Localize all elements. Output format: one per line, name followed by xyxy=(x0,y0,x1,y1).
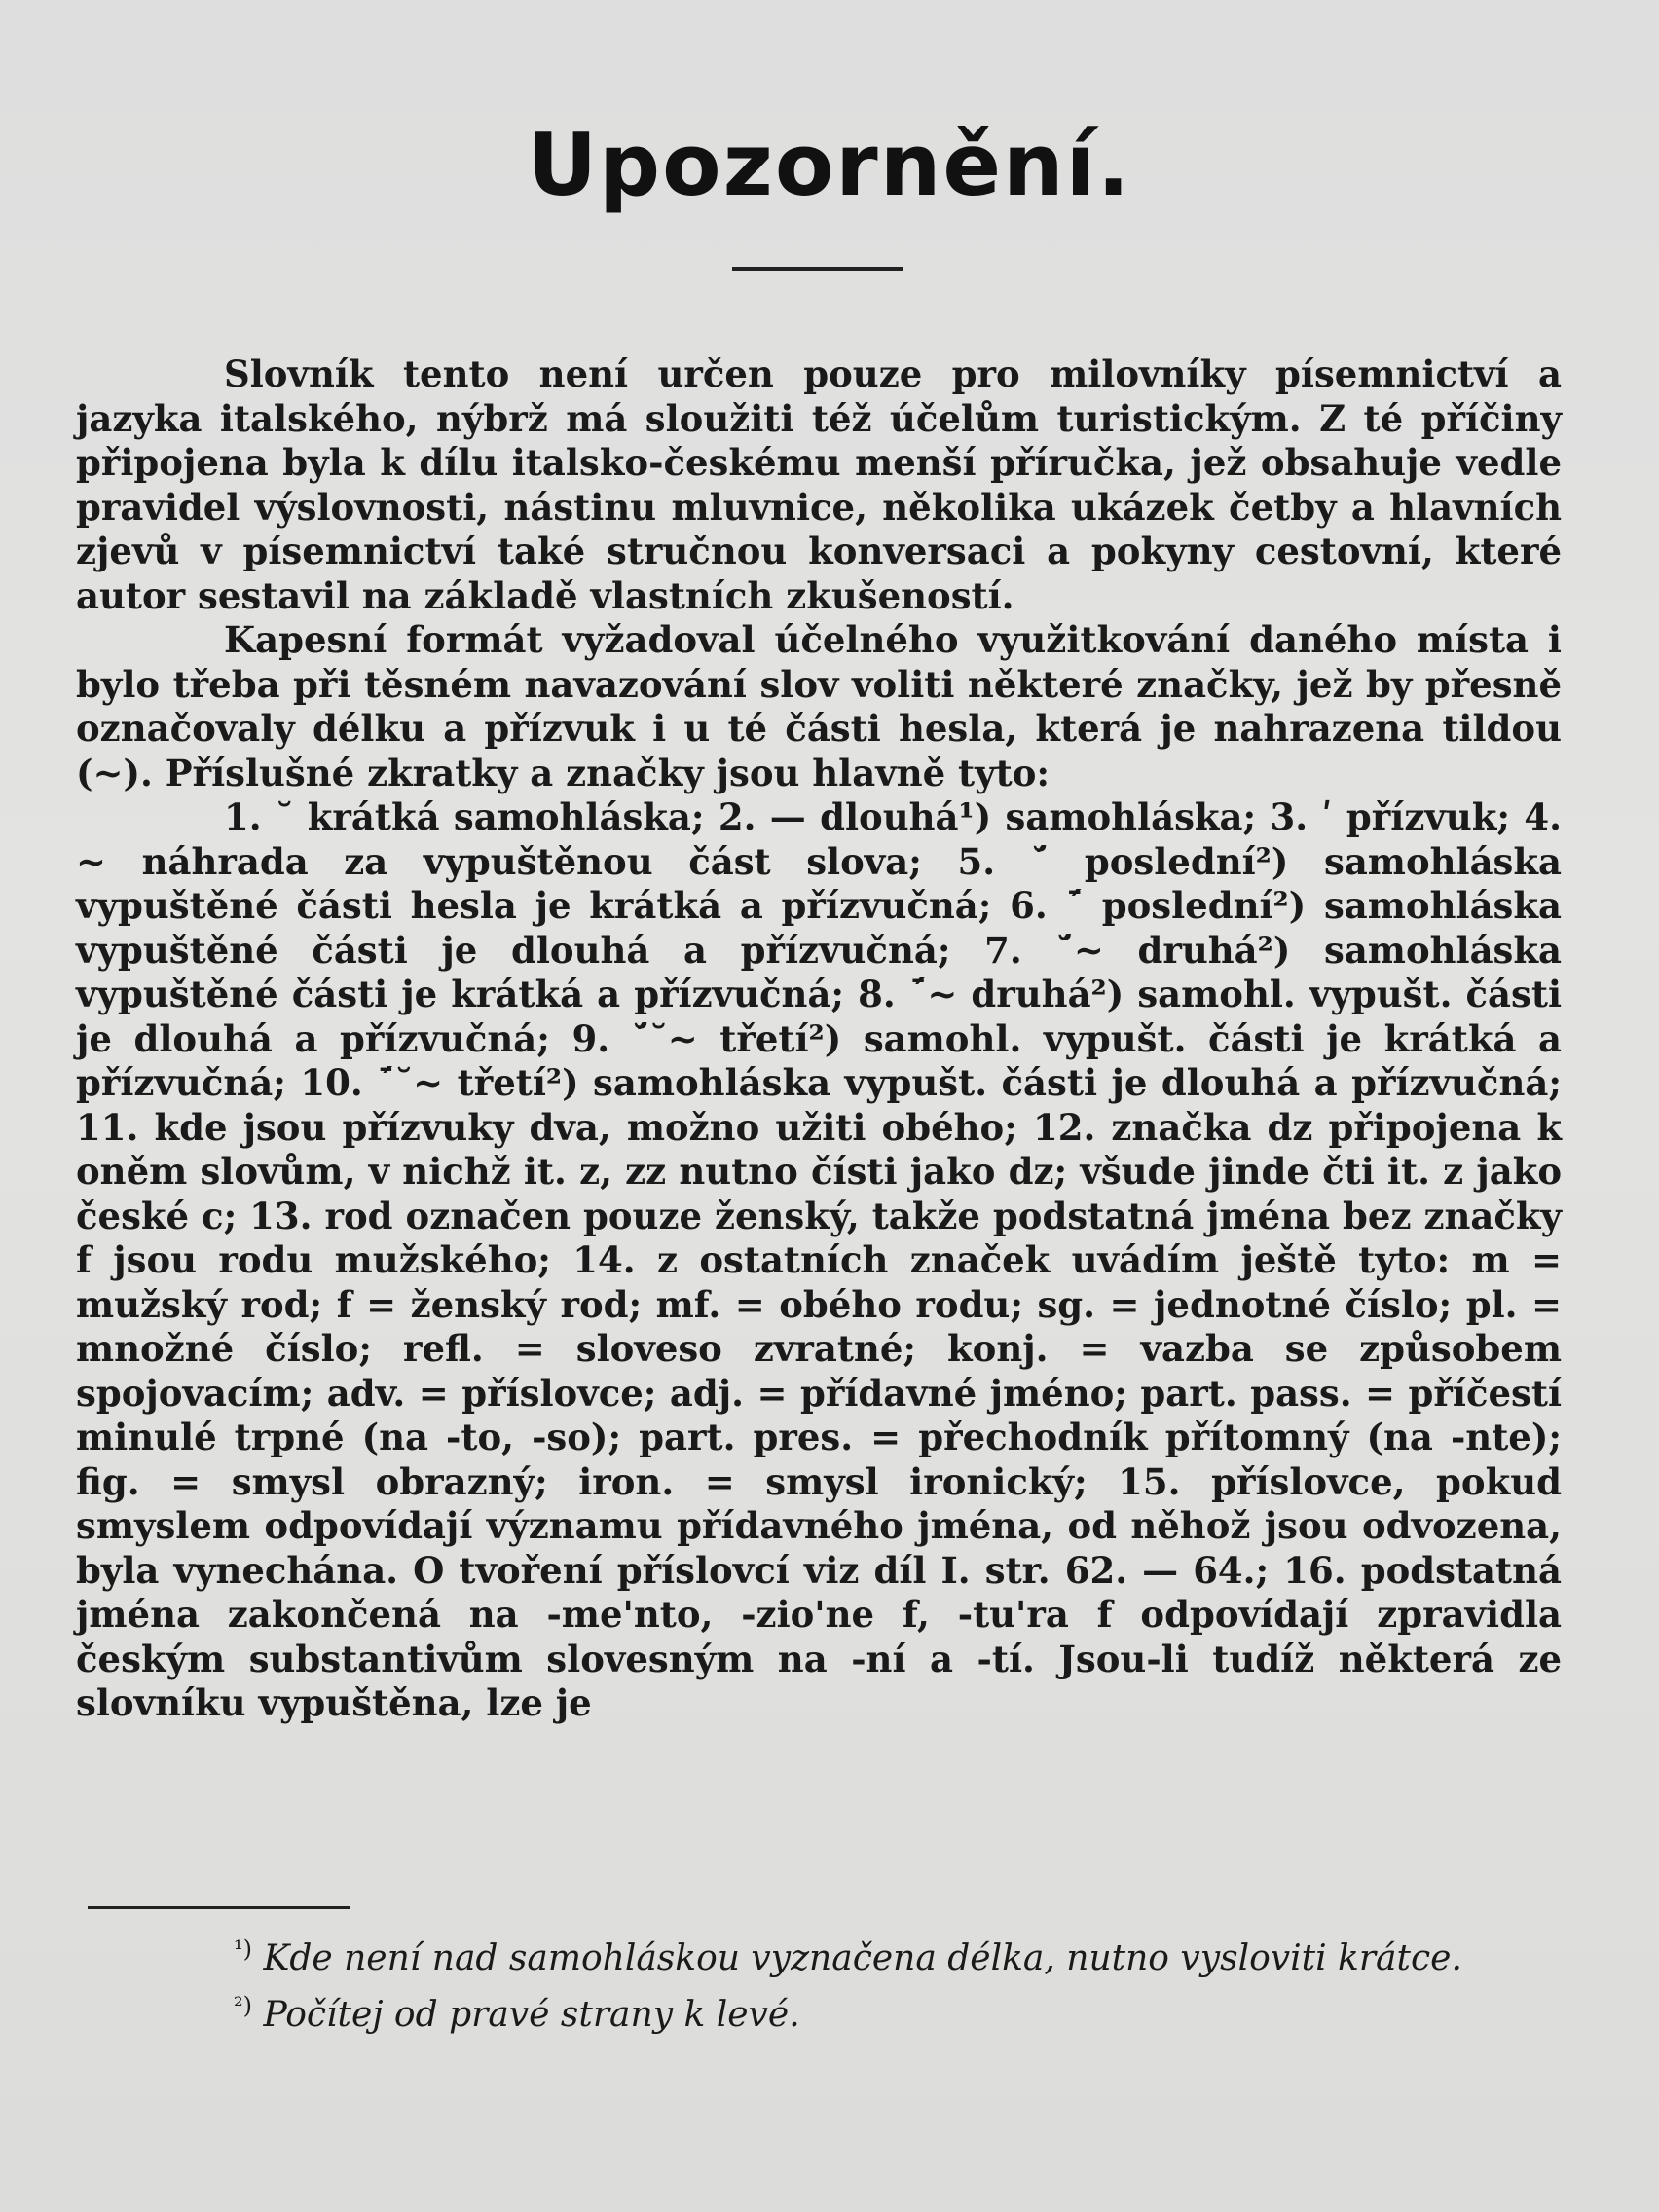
footnote-text: Kde není nad samohláskou vyznačena délka, nutno vysloviti krátce. xyxy=(263,1938,1462,1978)
paragraph-1: Slovník tento není určen pouze pro milovníky písemnictví a jazyka italského, nýbrž má sloužiti též účelům turistickým. Z té příčiny připojena byla k dílu italsko-českému menší příručka, jež obsahuje vedle pravidel výslovnosti, nástinu mluvnice, několika ukázek četby a hlavních zjevů v písemnictví také stručnou konversaci a pokyny cestovní, které autor sestavil na základě vlastních zkušeností. xyxy=(76,352,1562,617)
footnotes xyxy=(234,1926,1567,2039)
footnote-1 xyxy=(234,1926,1567,1982)
footnote-2 xyxy=(234,1982,1567,2039)
page-title: Upozornění. xyxy=(527,115,1132,215)
footnote-text: Počítej od pravé strany k levé. xyxy=(263,1995,800,2035)
footnote-mark: ¹) xyxy=(234,1936,252,1963)
footnote-divider xyxy=(88,1906,350,1909)
paragraph-2: Kapesní formát vyžadoval účelného využitkování daného místa i bylo třeba při těsném navazování slov voliti některé značky, jež by přesně označovaly délku a přízvuk i u té části hesla, která je nahrazena tildou (~). Příslušné zkratky a značky jsou hlavně tyto: xyxy=(76,618,1562,794)
footnote-mark: ²) xyxy=(234,1992,252,2019)
paragraph-3: 1. ˘ krátká samohláska; 2. — dlouhá¹) samohláska; 3. ʹ přízvuk; 4. ~ náhrada za vypuštěnou část slova; 5. ˘́ poslední²) samohláska vypuštěné části hesla je krátká a přízvučná; 6. ¯́ poslední²) samohláska vypuštěné části je dlouhá a přízvučná; 7. ˘́~ druhá²) samohláska vypuštěné části je krátká a přízvučná; 8. ¯́~ druhá²) samohl. vypušt. části je dlouhá a přízvučná; 9. ˘́˘~ třetí²) samohl. vypušt. části je krátká a přízvučná; 10. ¯́˘~ třetí²) samohláska vypušt. části je dlouhá a přízvučná; 11. kde jsou přízvuky dva, možno užiti obého; 12. značka dz připojena k oněm slovům, v nichž it. z, zz nutno čísti jako dz; všude jinde čti it. z jako české c; 13. rod označen pouze ženský, takže podstatná jména bez značky f jsou rodu mužského; 14. z ostatních značek uvádím ještě tyto: m = mužský rod; f = ženský rod; mf. = obého rodu; sg. = jednotné číslo; pl. = množné číslo; refl. = sloveso zvratné; konj. = vazba se způsobem spojovacím; adv. = příslovce; adj. = přídavné jméno; part. pass. = příčestí minulé trpné (na -to, -so); part. pres. = přechodník přítomný (na -nte); fig. = smysl obrazný; iron. = smysl ironický; 15. příslovce, pokud smyslem odpovídají významu přídavného jména, od něhož jsou odvozena, byla vynechána. O tvoření příslovcí viz díl I. str. 62. — 64.; 16. podstatná jména zakončená na -me'nto, -zio'ne f, -tu'ra f odpovídají zpravidla českým substantivům slovesným na -ní a -tí. Jsou-li tudíž některá ze slovníku vypuštěna, lze je xyxy=(76,795,1562,1724)
title-divider xyxy=(732,267,903,271)
body-text xyxy=(76,352,1562,1726)
